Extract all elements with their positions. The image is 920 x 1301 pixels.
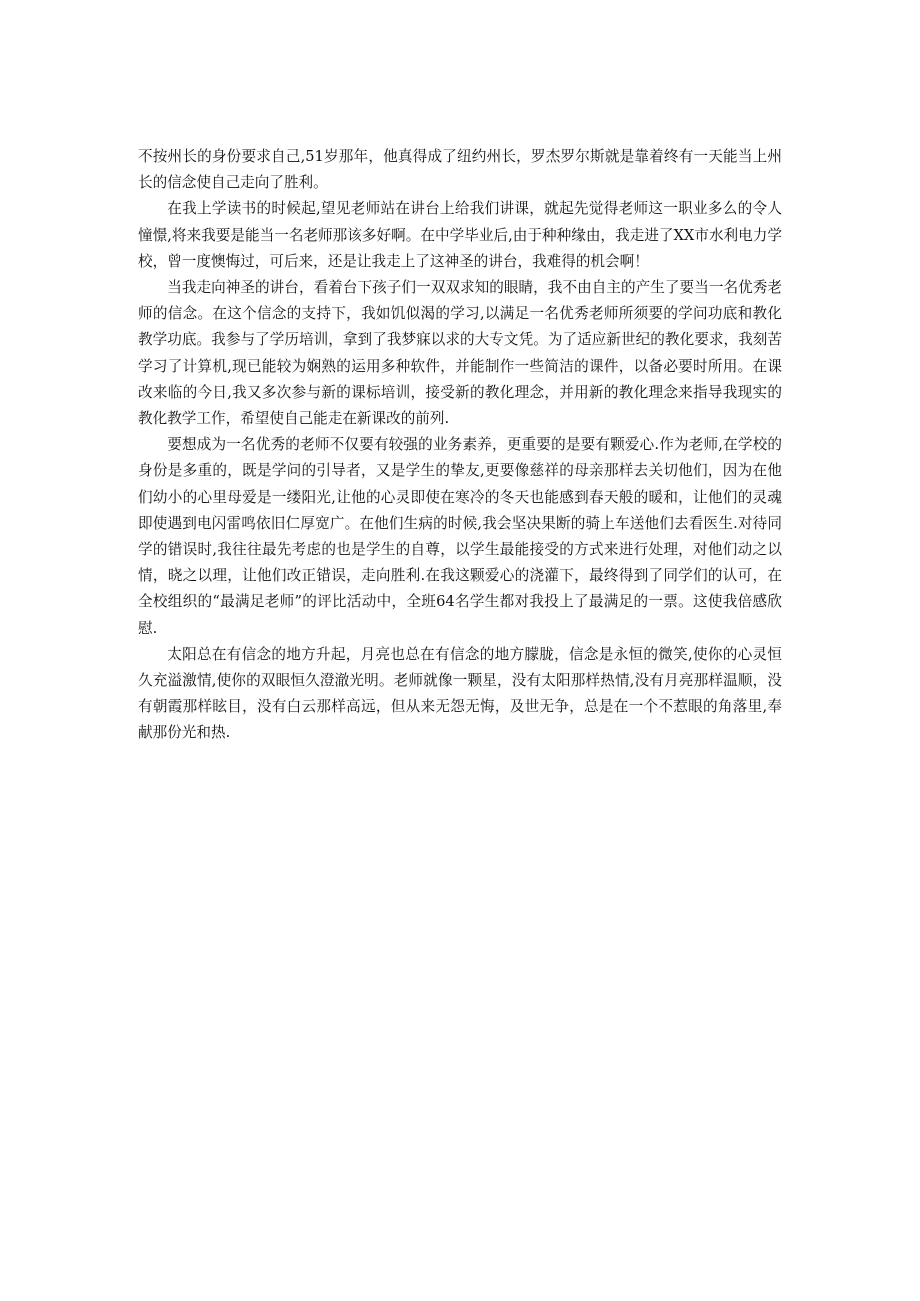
paragraph-loving-heart: 要想成为一名优秀的老师不仅要有较强的业务素养，更重要的是要有颗爱心.作为老师,在学校的身份是多重的，既是学问的引导者，又是学生的挚友,更要像慈祥的母亲那样去关切他们，因为在他们幼小的心里母爱是一缕阳光,让他的心灵即使在寒冷的冬天也能感到春天般的暖和，让他们的灵魂即使遇到电闪雷鸣依旧仁厚宽广。在他们生病的时候,我会坚决果断的骑上车送他们去看医生.对待同学的错误时,我往往最先考虑的也是学生的自尊，以学生最能接受的方式来进行处理，对他们动之以情，晓之以理，让他们改正错误，走向胜利.在我这颗爱心的浇灌下，最终得到了同学们的认可，在全校组织的“最满足老师”的评比活动中，全班64名学生都对我投上了最满足的一票。这使我倍感欣慰. <box>138 436 782 637</box>
document-body <box>138 144 782 747</box>
paragraph-continuation: 不按州长的身份要求自己,51岁那年，他真得成了纽约州长，罗杰罗尔斯就是靠着终有一天能当上州长的信念使自己走向了胜利。 <box>138 148 782 192</box>
paragraph-teacher-belief: 当我走向神圣的讲台，看着台下孩子们一双双求知的眼睛，我不由自主的产生了要当一名优秀老师的信念。在这个信念的支持下，我如饥似渴的学习,以满足一名优秀老师所须要的学问功底和教化教学功底。我参与了学历培训，拿到了我梦寐以求的大专文凭。为了适应新世纪的教化要求，我刻苦学习了计算机,现已能较为娴熟的运用多种软件，并能制作一些简洁的课件，以备必要时所用。在课改来临的今日,我又多次参与新的课标培训，接受新的教化理念，并用新的教化理念来指导我现实的教化教学工作，希望使自己能走在新课改的前列. <box>138 279 782 428</box>
paragraph-sun-and-moon: 太阳总在有信念的地方升起，月亮也总在有信念的地方朦胧，信念是永恒的微笑,使你的心灵恒久充溢激情,使你的双眼恒久澄澈光明。老师就像一颗星，没有太阳那样热情,没有月亮那样温顺，没有朝霞那样眩目，没有白云那样高远，但从来无怨无悔，及世无争，总是在一个不惹眼的角落里,奉献那份光和热. <box>138 645 782 742</box>
paragraph-school-memory: 在我上学读书的时候起,望见老师站在讲台上给我们讲课，就起先觉得老师这一职业多么的令人憧憬,将来我要是能当一名老师那该多好啊。在中学毕业后,由于种种缘由，我走进了XX市水利电力学校，曾一度懊悔过，可后来，还是让我走上了这神圣的讲台，我难得的机会啊！ <box>138 200 782 270</box>
